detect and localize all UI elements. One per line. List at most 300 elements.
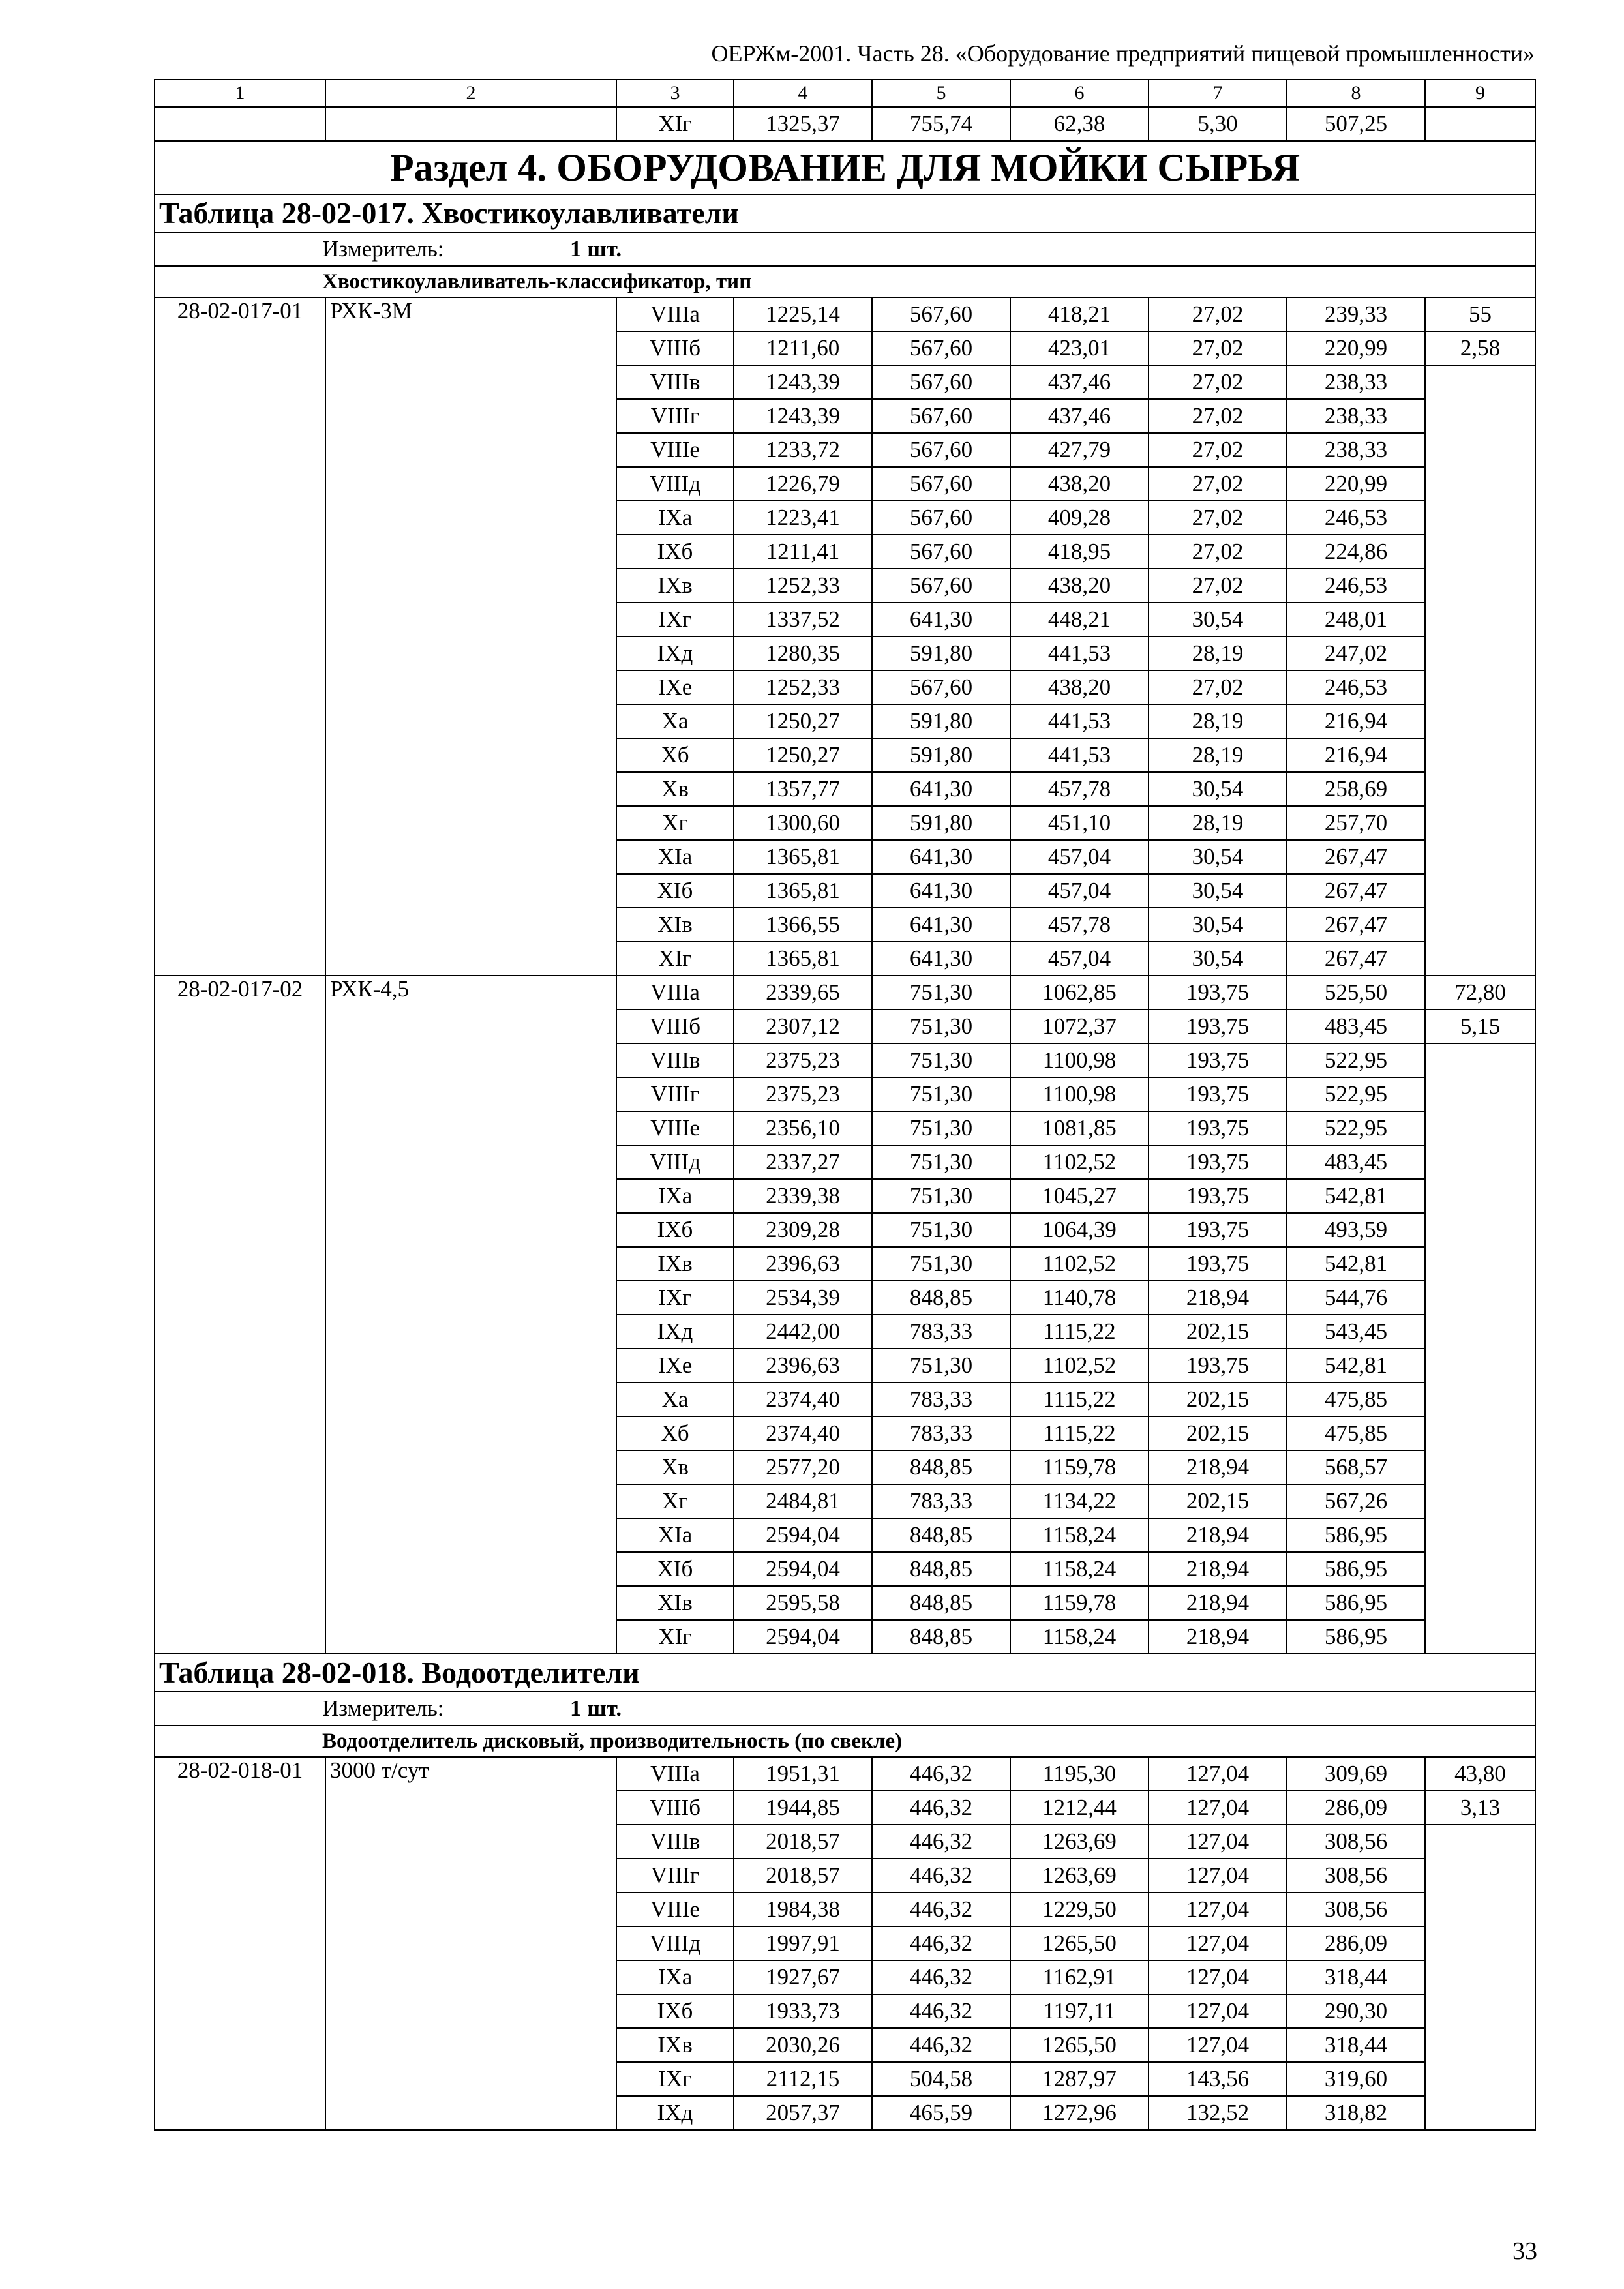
empty-cell [1425,365,1535,976]
table-cell: 127,04 [1149,2028,1287,2062]
table-cell: 2442,00 [734,1315,872,1349]
table-cell: XIб [616,1552,734,1586]
table-cell: 2396,63 [734,1247,872,1281]
column-number: 7 [1149,80,1287,107]
resource-value: 3,13 [1425,1791,1535,1825]
table-cell: 2396,63 [734,1349,872,1383]
table-cell: 755,74 [872,107,1010,141]
table-cell: 1265,50 [1010,2028,1149,2062]
table-cell: 1337,52 [734,603,872,636]
table-cell: 309,69 [1287,1757,1425,1791]
table-cell: 224,86 [1287,535,1425,569]
table-cell: 542,81 [1287,1179,1425,1213]
table-cell: 586,95 [1287,1586,1425,1620]
table-cell: 751,30 [872,1179,1010,1213]
table-cell [1425,107,1535,141]
table-cell: 247,02 [1287,636,1425,670]
table-cell: 127,04 [1149,1825,1287,1859]
table-cell: 1159,78 [1010,1586,1149,1620]
table-row [155,107,1535,141]
table-cell: 30,54 [1149,874,1287,908]
table-cell: Xа [616,704,734,738]
table-cell: 1243,39 [734,399,872,433]
table-cell: IXе [616,670,734,704]
table-cell: 457,78 [1010,908,1149,942]
table-cell: 567,60 [872,535,1010,569]
table-cell: 318,44 [1287,1960,1425,1994]
table-cell: 1325,37 [734,107,872,141]
table-cell: 1951,31 [734,1757,872,1791]
table-cell: 1252,33 [734,569,872,603]
table-cell: 216,94 [1287,704,1425,738]
table-cell: XIв [616,908,734,942]
table-cell: VIIIа [616,297,734,331]
table-cell: 193,75 [1149,1043,1287,1077]
table-cell: 1115,22 [1010,1315,1149,1349]
table-cell: 483,45 [1287,1145,1425,1179]
table-cell: 591,80 [872,704,1010,738]
table-cell: IXб [616,535,734,569]
table-cell: IXб [616,1994,734,2028]
table-title: Таблица 28-02-018. Водоотделители [155,1654,1535,1692]
table-cell: VIIIб [616,331,734,365]
table-cell: 457,04 [1010,942,1149,976]
table-cell: 591,80 [872,806,1010,840]
table-cell: 290,30 [1287,1994,1425,2028]
table-cell: 1159,78 [1010,1450,1149,1484]
subheader-row [155,266,1535,297]
measure-label: Измеритель: [322,236,444,262]
table-cell: 751,30 [872,1349,1010,1383]
table-cell: 567,60 [872,331,1010,365]
table-cell: 246,53 [1287,501,1425,535]
column-number: 2 [325,80,616,107]
table-cell: 132,52 [1149,2096,1287,2130]
table-cell: IXд [616,1315,734,1349]
table-cell: IXд [616,2096,734,2130]
table-cell: 567,60 [872,399,1010,433]
table-cell: IXг [616,2062,734,2096]
table-cell: 751,30 [872,1043,1010,1077]
table-cell: 1250,27 [734,738,872,772]
table-cell: 457,04 [1010,840,1149,874]
table-cell: 1272,96 [1010,2096,1149,2130]
table-cell: IXв [616,2028,734,2062]
table-cell: 318,82 [1287,2096,1425,2130]
table-cell: 127,04 [1149,1757,1287,1791]
table-cell: 751,30 [872,1010,1010,1043]
table-cell: 30,54 [1149,603,1287,636]
table-cell: 319,60 [1287,2062,1425,2096]
table-cell: 751,30 [872,1077,1010,1111]
table-cell: 2534,39 [734,1281,872,1315]
table-cell: 1158,24 [1010,1552,1149,1586]
subheader-row [155,1726,1535,1757]
measure-cell [155,232,1535,266]
table-cell: 483,45 [1287,1010,1425,1043]
table-cell: 544,76 [1287,1281,1425,1315]
table-cell: 248,01 [1287,603,1425,636]
table-cell: 238,33 [1287,433,1425,467]
table-cell: 193,75 [1149,1010,1287,1043]
table-cell: 308,56 [1287,1893,1425,1926]
table-cell: 1072,37 [1010,1010,1149,1043]
table-cell: VIIIг [616,1077,734,1111]
table-cell: 751,30 [872,1247,1010,1281]
table-cell: Xб [616,738,734,772]
page-header: ОЕРЖм-2001. Часть 28. «Оборудование предприятий пищевой промышленности» [150,40,1535,74]
table-cell: 27,02 [1149,569,1287,603]
table-cell: 438,20 [1010,670,1149,704]
table-cell: 2594,04 [734,1552,872,1586]
empty-cell [1425,1043,1535,1654]
table-cell: VIIIв [616,365,734,399]
table-cell: 1081,85 [1010,1111,1149,1145]
table-cell: 1062,85 [1010,976,1149,1010]
table-cell: 418,21 [1010,297,1149,331]
table-cell: 641,30 [872,840,1010,874]
price-table [154,79,1536,2131]
table-cell: 1233,72 [734,433,872,467]
table-cell: 1365,81 [734,840,872,874]
table-cell: 2375,23 [734,1077,872,1111]
table-cell: 238,33 [1287,365,1425,399]
column-number: 1 [155,80,325,107]
table-cell: 1944,85 [734,1791,872,1825]
table-cell: 2057,37 [734,2096,872,2130]
table-cell: 567,60 [872,297,1010,331]
table-cell: 641,30 [872,908,1010,942]
table-cell: VIIIе [616,1111,734,1145]
table-cell: 522,95 [1287,1043,1425,1077]
table-cell: VIIIе [616,1893,734,1926]
table-cell: 446,32 [872,1859,1010,1893]
table-cell: 567,60 [872,670,1010,704]
table-cell: 2307,12 [734,1010,872,1043]
table-cell: 27,02 [1149,670,1287,704]
table-cell: IXа [616,501,734,535]
table-cell: 127,04 [1149,1926,1287,1960]
table-cell: VIIIд [616,1145,734,1179]
table-cell: 1102,52 [1010,1145,1149,1179]
table-cell: 27,02 [1149,535,1287,569]
table-cell: 1162,91 [1010,1960,1149,1994]
table-cell: VIIIа [616,1757,734,1791]
table-cell: 507,25 [1287,107,1425,141]
table-cell: 1223,41 [734,501,872,535]
table-cell: 27,02 [1149,365,1287,399]
table-cell: 30,54 [1149,772,1287,806]
column-number: 4 [734,80,872,107]
table-cell: 1933,73 [734,1994,872,2028]
table-cell: 27,02 [1149,501,1287,535]
table-cell: 423,01 [1010,331,1149,365]
table-cell: 848,85 [872,1281,1010,1315]
table-cell: 30,54 [1149,840,1287,874]
table-cell: 446,32 [872,1994,1010,2028]
table-cell: 2577,20 [734,1450,872,1484]
table-cell: 1158,24 [1010,1620,1149,1654]
table-cell: 567,60 [872,365,1010,399]
resource-value: 72,80 [1425,976,1535,1010]
table-cell: 28,19 [1149,738,1287,772]
table-cell: 202,15 [1149,1484,1287,1518]
table-cell: 446,32 [872,1926,1010,1960]
table-row [155,297,1535,331]
table-cell: 567,60 [872,433,1010,467]
table-cell: 441,53 [1010,704,1149,738]
table-cell: 193,75 [1149,976,1287,1010]
table-cell: 437,46 [1010,365,1149,399]
measure-label: Измеритель: [322,1696,444,1721]
table-cell: 751,30 [872,1213,1010,1247]
table-cell: VIIIе [616,433,734,467]
table-cell: 308,56 [1287,1859,1425,1893]
table-cell: 567,26 [1287,1484,1425,1518]
table-cell: 446,32 [872,1757,1010,1791]
table-cell: 216,94 [1287,738,1425,772]
table-cell: 143,56 [1149,2062,1287,2096]
table-cell: 1365,81 [734,942,872,976]
table-cell: XIг [616,1620,734,1654]
column-number: 9 [1425,80,1535,107]
table-cell: 286,09 [1287,1791,1425,1825]
table-cell: 1280,35 [734,636,872,670]
table-cell: 1287,97 [1010,2062,1149,2096]
table-cell: 2030,26 [734,2028,872,2062]
table-cell: 1064,39 [1010,1213,1149,1247]
table-cell: 218,94 [1149,1281,1287,1315]
measure-cell [155,1692,1535,1726]
table-cell: Xв [616,1450,734,1484]
table-cell: Xг [616,806,734,840]
table-cell: 438,20 [1010,467,1149,501]
table-cell: IXд [616,636,734,670]
table-cell: 27,02 [1149,331,1287,365]
table-cell: 2337,27 [734,1145,872,1179]
column-numbers-row [155,80,1535,107]
table-cell: 1115,22 [1010,1416,1149,1450]
table-cell: Xа [616,1383,734,1416]
table-cell: 1243,39 [734,365,872,399]
table-cell: XIб [616,874,734,908]
table-cell: 2112,15 [734,2062,872,2096]
subheader-cell [155,1726,1535,1757]
section-title-row [155,141,1535,194]
table-cell: VIIIг [616,399,734,433]
table-cell: 783,33 [872,1484,1010,1518]
table-cell: 1226,79 [734,467,872,501]
table-cell: IXг [616,1281,734,1315]
table-cell: 1229,50 [1010,1893,1149,1926]
table-cell: 127,04 [1149,1994,1287,2028]
table-cell: 2356,10 [734,1111,872,1145]
table-cell: 446,32 [872,2028,1010,2062]
table-cell: 27,02 [1149,433,1287,467]
section-title: Раздел 4. ОБОРУДОВАНИЕ ДЛЯ МОЙКИ СЫРЬЯ [155,141,1535,194]
table-cell: 202,15 [1149,1416,1287,1450]
table-cell: 438,20 [1010,569,1149,603]
table-cell: 586,95 [1287,1552,1425,1586]
table-cell: 2375,23 [734,1043,872,1077]
table-cell: Xв [616,772,734,806]
table-cell: 567,60 [872,569,1010,603]
table-cell: 2594,04 [734,1620,872,1654]
table-cell: 239,33 [1287,297,1425,331]
resource-value: 2,58 [1425,331,1535,365]
measure-row [155,1692,1535,1726]
table-cell: VIIIв [616,1825,734,1859]
table-cell: 218,94 [1149,1552,1287,1586]
subheader-cell [155,266,1535,297]
table-cell: 848,85 [872,1620,1010,1654]
table-cell: 218,94 [1149,1620,1287,1654]
table-cell: 504,58 [872,2062,1010,2096]
table-cell: Xб [616,1416,734,1450]
table-cell: 28,19 [1149,636,1287,670]
table-cell: 465,59 [872,2096,1010,2130]
table-cell: 286,09 [1287,1926,1425,1960]
table-cell: 1100,98 [1010,1043,1149,1077]
subheader: Хвостикоулавливатель-классификатор, тип [322,270,752,293]
item-code: 28-02-018-01 [155,1757,325,2130]
table-cell: 525,50 [1287,976,1425,1010]
table-cell: 1102,52 [1010,1349,1149,1383]
table-cell: 1115,22 [1010,1383,1149,1416]
table-cell [325,107,616,141]
table-cell: 1212,44 [1010,1791,1149,1825]
table-cell: 1263,69 [1010,1825,1149,1859]
table-cell: 418,95 [1010,535,1149,569]
column-number: 5 [872,80,1010,107]
table-cell: 1045,27 [1010,1179,1149,1213]
table-cell: IXв [616,569,734,603]
table-cell: IXб [616,1213,734,1247]
table-cell: 475,85 [1287,1416,1425,1450]
table-cell: 193,75 [1149,1111,1287,1145]
table-cell: 446,32 [872,1791,1010,1825]
table-cell: 2484,81 [734,1484,872,1518]
table-cell: 641,30 [872,942,1010,976]
table-title: Таблица 28-02-017. Хвостикоулавливатели [155,194,1535,232]
table-cell: 267,47 [1287,874,1425,908]
table-cell: 30,54 [1149,908,1287,942]
table-cell: 542,81 [1287,1247,1425,1281]
table-cell: 2018,57 [734,1825,872,1859]
table-cell: 1158,24 [1010,1518,1149,1552]
table-cell: 308,56 [1287,1825,1425,1859]
item-name: РХК-4,5 [325,976,616,1654]
table-cell: 448,21 [1010,603,1149,636]
table-title-row [155,1654,1535,1692]
table-cell: 783,33 [872,1416,1010,1450]
table-cell: 267,47 [1287,840,1425,874]
table-cell: 493,59 [1287,1213,1425,1247]
table-cell: 1366,55 [734,908,872,942]
table-cell: 586,95 [1287,1620,1425,1654]
column-number: 3 [616,80,734,107]
table-cell: IXв [616,1247,734,1281]
table-cell: 427,79 [1010,433,1149,467]
table-cell: 751,30 [872,1145,1010,1179]
table-cell: 1225,14 [734,297,872,331]
table-cell: 193,75 [1149,1213,1287,1247]
table-cell: XIа [616,1518,734,1552]
table-cell: XIа [616,840,734,874]
table-cell: 28,19 [1149,806,1287,840]
table-cell: 267,47 [1287,908,1425,942]
table-cell: 27,02 [1149,297,1287,331]
table-cell: 193,75 [1149,1145,1287,1179]
table-cell: 220,99 [1287,467,1425,501]
table-cell: 567,60 [872,501,1010,535]
table-cell: IXг [616,603,734,636]
table-cell: VIIIа [616,976,734,1010]
column-number: 6 [1010,80,1149,107]
table-cell: IXа [616,1179,734,1213]
table-cell: 586,95 [1287,1518,1425,1552]
table-cell: 1140,78 [1010,1281,1149,1315]
table-cell: 1300,60 [734,806,872,840]
table-cell: 522,95 [1287,1077,1425,1111]
table-cell: 27,02 [1149,467,1287,501]
empty-cell [1425,1825,1535,2130]
table-cell: IXе [616,1349,734,1383]
table-cell: 1102,52 [1010,1247,1149,1281]
resource-value: 55 [1425,297,1535,331]
table-cell: 451,10 [1010,806,1149,840]
item-name: 3000 т/сут [325,1757,616,2130]
table-cell: 2374,40 [734,1383,872,1416]
table-cell: XIг [616,942,734,976]
table-cell: 568,57 [1287,1450,1425,1484]
table-cell: 218,94 [1149,1450,1287,1484]
table-cell: 1211,60 [734,331,872,365]
table-cell: 246,53 [1287,569,1425,603]
table-cell [155,107,325,141]
table-cell: 220,99 [1287,331,1425,365]
measure-row [155,232,1535,266]
table-cell: 1265,50 [1010,1926,1149,1960]
table-cell: 848,85 [872,1518,1010,1552]
table-cell: 591,80 [872,738,1010,772]
table-cell: VIIIб [616,1791,734,1825]
table-cell: 193,75 [1149,1247,1287,1281]
table-cell: 2594,04 [734,1518,872,1552]
table-cell: 2595,58 [734,1586,872,1620]
table-cell: 475,85 [1287,1383,1425,1416]
table-cell: 567,60 [872,467,1010,501]
table-cell: 30,54 [1149,942,1287,976]
table-cell: 641,30 [872,603,1010,636]
table-cell: 543,45 [1287,1315,1425,1349]
table-cell: 751,30 [872,976,1010,1010]
item-code: 28-02-017-01 [155,297,325,976]
table-cell: 1195,30 [1010,1757,1149,1791]
table-cell: 193,75 [1149,1077,1287,1111]
table-cell: IXа [616,1960,734,1994]
table-cell: VIIIб [616,1010,734,1043]
table-row [155,1757,1535,1791]
table-cell: VIIIд [616,467,734,501]
table-cell: 848,85 [872,1450,1010,1484]
table-cell: 28,19 [1149,704,1287,738]
table-cell: 1134,22 [1010,1484,1149,1518]
table-cell: 218,94 [1149,1586,1287,1620]
table-cell: 441,53 [1010,636,1149,670]
table-cell: 1365,81 [734,874,872,908]
item-code: 28-02-017-02 [155,976,325,1654]
